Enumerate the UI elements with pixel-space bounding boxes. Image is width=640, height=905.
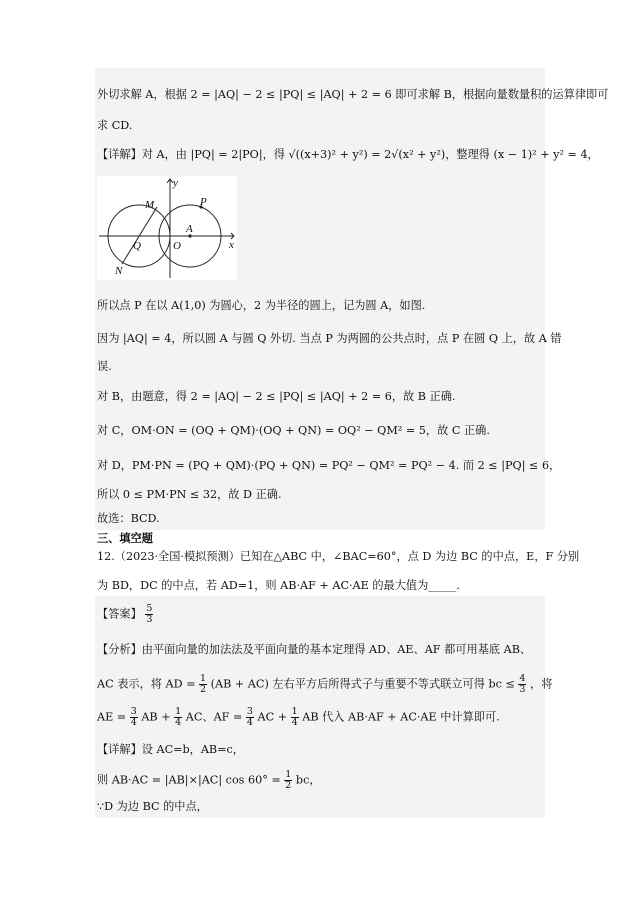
fraction-3-4: $\frac{3}{4}$ [246,706,253,728]
question-line: 12.（2023·全国·模拟预测）已知在△ABC 中，∠BAC=60°，点 D 为边 BC 的中点，E，F 分别 [97,550,580,563]
analysis-line: AE = $\frac{3}{4}$ AB + $\frac{1}{4}$ AC、AF = $\frac{3}{4}$ AC + $\frac{1}{4}$ AB 代入 AB·AF + AC·AE 中计算即可. [97,706,500,728]
fraction-1-2: $\frac{1}{2}$ [285,769,292,791]
text-line: 所以 0 ≤ PM·PN ≤ 32，故 D 正确. [97,488,282,501]
label-q: Q [133,240,141,252]
label-n: N [115,265,123,277]
text-line: 对 C，OM·ON = (OQ + QM)·(OQ + QN) = OQ² − QM² = 5，故 C 正确. [97,424,490,437]
answer-line [97,604,153,625]
text-line: 对 B，由题意，得 2 = |AQ| − 2 ≤ |PQ| ≤ |AQ| + 2 = 6，故 B 正确. [97,390,456,403]
circles-figure [97,176,237,280]
label-x: x [229,239,234,251]
text-line: 外切求解 A，根据 2 = |AQ| − 2 ≤ |PQ| ≤ |AQ| + 2 = 6 即可求解 B，根据向量数量积的运算律即可 [97,88,609,101]
text-line: 因为 |AQ| = 4，所以圆 A 与圆 Q 外切. 当点 P 为两圆的公共点时，点 P 在圆 Q 上，故 A 错 [97,332,562,345]
answer-fraction: $\frac{5}{3}$ [146,603,153,625]
fraction-1-2: $\frac{1}{2}$ [200,673,207,695]
label-p: P [200,196,207,208]
fraction-1-4: $\frac{1}{4}$ [175,706,182,728]
fraction-3-4: $\frac{3}{4}$ [130,706,137,728]
text-line: 【详解】对 A，由 |PQ| = 2|PO|，得 √((x+3)² + y²) = 2√(x² + y²)，整理得 (x − 1)² + y² = 4， [97,148,599,161]
label-m: M [145,199,155,211]
fraction-4-3: $\frac{4}{3}$ [519,673,526,695]
text-line: 求 CD. [97,119,133,132]
detail-line: 【详解】设 AC=b，AB=c， [97,743,244,756]
analysis-line: AC 表示，将 AD = $\frac{1}{2}$ (AB + AC) 左右平方后所得式子与重要不等式联立可得 bc ≤ $\frac{4}{3}$ ，将 [97,673,553,695]
analysis-line: 【分析】由平面向量的加法法及平面向量的基本定理得 AD、AE、AF 都可用基底 AB、 [97,643,532,656]
question-line: 为 BD，DC 的中点，若 AD=1，则 AB·AF + AC·AE 的最大值为_____. [97,579,460,592]
section-heading: 三、填空题 [97,531,153,545]
text-line: 对 D，PM·PN = (PQ + QM)·(PQ + QN) = PQ² − QM² = PQ² − 4. 而 2 ≤ |PQ| ≤ 6， [97,459,561,472]
label-y: y [173,177,178,189]
fraction-1-4: $\frac{1}{4}$ [291,706,298,728]
answer-label: 【答案】 [97,607,142,621]
detail-line: ∵D 为边 BC 的中点， [97,800,208,813]
detail-line: 则 AB·AC = |AB|×|AC| cos 60° = $\frac{1}{2}$ bc， [97,769,321,791]
text-line: 所以点 P 在以 A(1,0) 为圆心，2 为半径的圆上，记为圆 A，如图. [97,299,426,312]
label-o: O [173,240,181,252]
text-line: 误. [97,360,112,373]
text-line: 故选：BCD. [97,512,160,525]
label-a: A [186,223,193,235]
